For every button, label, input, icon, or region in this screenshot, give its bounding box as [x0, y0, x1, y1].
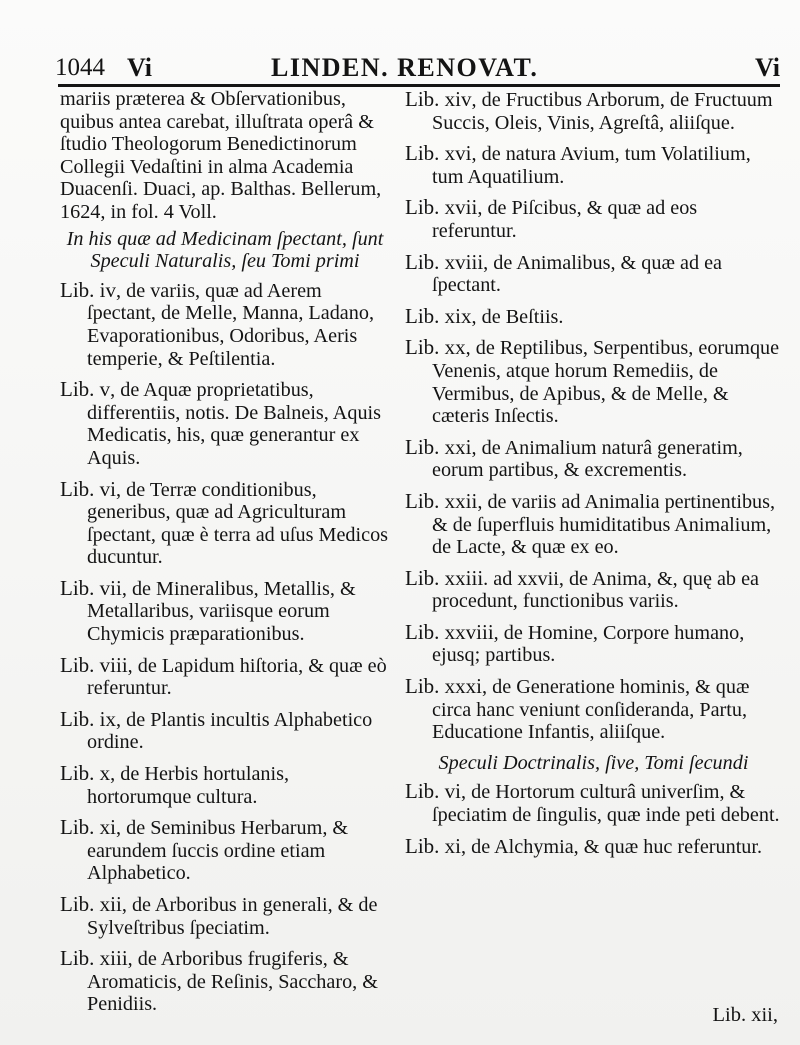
entry-text: , de Terræ conditionibus, generibus, quæ ad Agriculturam ſpectant, quæ è terra ad uſus Medicos ducuntur. [87, 478, 389, 569]
entry-text: , de Fructibus Arborum, de Fructuum Succis, Oleis, Vinis, Agreſtâ, aliiſque. [432, 89, 773, 134]
entry-lib: Lib. xx [405, 335, 466, 360]
entry-left-6 [60, 708, 390, 754]
entry-right-11 [405, 675, 782, 744]
entry-text: , de Aquæ proprietatibus, differentiis, notis. De Balneis, Aquis Medicatis, his, quæ generantur ex Aquis. [87, 379, 381, 469]
entry-right-3 [405, 196, 782, 242]
entry-text: , de Herbis hortulanis, hortorumque cultura. [87, 763, 290, 808]
entry-left-7 [60, 762, 390, 808]
signature-mark-right: Vi [754, 53, 780, 82]
page-header [55, 52, 780, 84]
entry-lib: Lib. vi [60, 476, 116, 501]
entry-lib: Lib. xxi [405, 434, 472, 459]
entry-right-8 [405, 490, 782, 559]
entry-text: , de Animalium naturâ generatim, eorum partibus, & excrementis. [432, 436, 743, 482]
entry-lib: Lib. vii [60, 575, 122, 600]
left-column [60, 88, 390, 1024]
entry-text: , de Plantis incultis Alphabetico ordine. [87, 708, 373, 754]
continuation-text: mariis præterea & Obſervationibus, quibus antea carebat, illuſtrata operâ & ſtudio Theologorum Benedictinorum Collegii Vedaſtini in alma Academia Duacenſi. Duaci, ap. Balthas. Bellerum, 1624, in fol. 4 Voll. [60, 88, 382, 223]
entry-lib: Lib. xviii [405, 249, 484, 274]
entry-right-9 [405, 567, 782, 613]
entry-text: , de Arboribus frugiferis, & Aromaticis, de Reſinis, Saccharo, & Penidiis. [87, 948, 378, 1016]
entry-lib: Lib. xxxi [405, 674, 482, 699]
entry-lib: Lib. xii [60, 892, 122, 916]
entry-left-4 [60, 577, 390, 646]
page-number: 1044 [55, 54, 105, 81]
entry-left-8 [60, 816, 390, 885]
running-title: LINDEN. RENOVAT. [271, 53, 539, 82]
entry-lib: Lib. iv [60, 277, 116, 302]
section-heading-naturalis: In his quæ ad Medicinam ſpectant, ſunt Speculi Naturalis, ſeu Tomi primi [66, 227, 384, 273]
entry-text: , de variis, quæ ad Aerem ſpectant, de Melle, Manna, Ladano, Evaporationibus, Odoribus, Aeris temperie, & Peſtilentia. [87, 279, 375, 370]
entry-right-4 [405, 251, 782, 297]
entry-lib: Lib. xxiii [405, 565, 484, 590]
signature-mark-left: Vi [127, 53, 153, 82]
entry-text: , de Beſtiis. [471, 305, 564, 328]
entry-left-2 [60, 378, 390, 469]
entry-lib: Lib. x [60, 761, 111, 786]
entry-right-5 [405, 305, 782, 329]
entry-right-6 [405, 336, 782, 427]
entry-text: , de Homine, Corpore humano, ejusq; partibus. [432, 621, 745, 667]
entry-text: , de Generatione hominis, & quæ circa hanc veniunt conſideranda, Partu, Educatione Infantis, aliiſque. [432, 676, 750, 744]
entry-lib: Lib. xiv [405, 87, 472, 111]
entry-left-5 [60, 654, 390, 700]
entry-text: , de Alchymia, & quæ huc referuntur. [461, 835, 763, 858]
entry-lib: Lib. xix [405, 303, 472, 328]
entry-lib: Lib. xvii [405, 195, 478, 220]
entry-lib: Lib. v [60, 377, 111, 402]
right-column [405, 88, 782, 866]
entry-left-9 [60, 893, 390, 939]
entry-right-7 [405, 436, 782, 482]
entry-lib: Lib. xi [405, 833, 461, 858]
entry-text: , de natura Avium, tum Volatilium, tum Aquatilium. [432, 143, 751, 188]
entry-lib: Lib. xiii [60, 946, 128, 971]
entry-text: , de Animalibus, & quæ ad ea ſpectant. [432, 251, 723, 297]
catchword: Lib. xii, [712, 1004, 778, 1026]
entry-text: , de Lapidum hiſtoria, & quæ eò referuntur. [87, 654, 387, 700]
entry-text: , de Piſcibus, & quæ ad eos referuntur. [432, 197, 698, 242]
entry-text: , de Seminibus Herbarum, & earundem ſuccis ordine etiam Alphabetico. [87, 817, 349, 885]
entry-text: , de Hortorum culturâ univerſim, & ſpeciatim de ſingulis, quæ inde peti debent. [432, 781, 780, 827]
entry-text: , de Arboribus in generali, & de Sylveſtribus ſpeciatim. [87, 894, 378, 939]
entry-right-10 [405, 621, 782, 667]
entry-lib: Lib. xxii [405, 488, 478, 513]
entry-lib: Lib. xxviii [405, 619, 494, 644]
entry-left-10 [60, 947, 390, 1016]
entry-lib: Lib. xvi [405, 141, 472, 166]
entry-right-2 [405, 142, 782, 188]
entry-lib: Lib. vi [405, 779, 461, 804]
entry-left-1 [60, 279, 390, 370]
entry-text: . ad xxvii, de Anima, &, quę ab ea procedunt, functionibus variis. [432, 567, 759, 613]
entry-text: , de variis ad Animalia pertinentibus, & de ſuperfluis humiditatibus Animalium, de Lacte, & quæ ex eo. [432, 490, 776, 559]
entry-text: , de Reptilibus, Serpentibus, eorumque Venenis, atque horum Remediis, de Vermibus, de Apibus, & de Melle, & cæteris Inſectis. [432, 337, 780, 428]
entry-lib: Lib. xi [60, 815, 116, 840]
entry-text: , de Mineralibus, Metallis, & Metallaribus, variisque eorum Chymicis præparationibus. [87, 577, 356, 646]
section-heading-doctrinalis: Speculi Doctrinalis, ſive, Tomi ſecundi [438, 751, 749, 774]
entry-right-12 [405, 780, 782, 826]
entry-left-3 [60, 478, 390, 569]
entry-right-1 [405, 88, 782, 134]
entry-lib: Lib. viii [60, 652, 128, 677]
entry-right-13 [405, 835, 782, 859]
entry-lib: Lib. ix [60, 706, 116, 731]
